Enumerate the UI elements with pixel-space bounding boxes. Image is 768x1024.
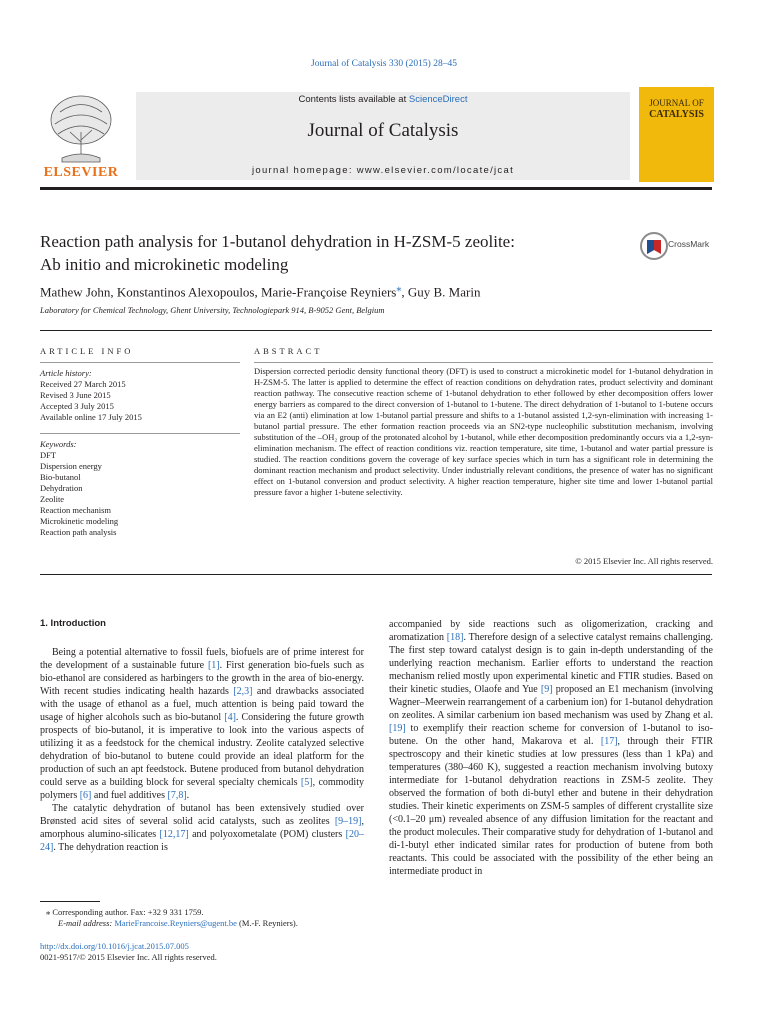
author-list	[40, 283, 480, 300]
body-text: , commodity polymers	[40, 777, 364, 801]
citation-link[interactable]: [4]	[224, 712, 236, 723]
citation-link[interactable]: [9]	[540, 684, 553, 695]
body-text: and fuel additives	[91, 790, 168, 801]
citation-link[interactable]: [19]	[389, 723, 406, 734]
footnotes	[40, 907, 380, 929]
title-line-2: Ab initio and microkinetic modeling	[40, 255, 289, 274]
citation-link[interactable]: [20–24]	[40, 829, 364, 853]
citation-link[interactable]: [6]	[79, 790, 92, 801]
intro-left-column	[40, 646, 364, 854]
body-text: . The dehydration reaction is	[53, 842, 168, 853]
info-rule	[40, 362, 240, 363]
email-label: E-mail address:	[58, 918, 115, 928]
authors-last: , Guy B. Marin	[401, 284, 481, 300]
journal-citation-link[interactable]: Journal of Catalysis 330 (2015) 28–45	[311, 59, 457, 69]
citation-link[interactable]: [1]	[207, 660, 220, 671]
keyword: DFT	[40, 450, 57, 460]
crossmark-label[interactable]: CrossMark	[668, 239, 710, 249]
citation-link[interactable]: [2,3]	[233, 686, 253, 697]
body-text: .	[186, 790, 190, 801]
email-note	[40, 918, 380, 929]
affiliation: Laboratory for Chemical Technology, Ghent University, Technologiepark 914, B-9052 Gent, Belgium	[40, 305, 385, 315]
history-item: Accepted 3 July 2015	[40, 401, 114, 411]
doi-block	[40, 941, 380, 963]
title-line-1: Reaction path analysis for 1-butanol dehydration in H-ZSM-5 zeolite:	[40, 232, 515, 251]
citation-link[interactable]: [12,17]	[159, 829, 189, 840]
sciencedirect-link[interactable]: ScienceDirect	[408, 94, 468, 105]
email-link[interactable]: MarieFrancoise.Reyniers@ugent.be	[114, 918, 237, 928]
cover-title	[639, 98, 714, 120]
intro-paragraph-3	[389, 618, 713, 878]
journal-name: Journal of Catalysis	[307, 120, 459, 141]
footnote-rule	[40, 901, 100, 902]
corresponding-author-note: ⁎ Corresponding author. Fax: +32 9 331 1759.	[46, 907, 204, 917]
corresponding-author-link[interactable]: ⁎	[396, 283, 402, 294]
title-rule	[40, 330, 712, 331]
keyword: Zeolite	[40, 494, 65, 504]
abstract-copyright: © 2015 Elsevier Inc. All rights reserved.	[575, 556, 713, 566]
history-item: Received 27 March 2015	[40, 379, 126, 389]
keyword: Reaction mechanism	[40, 505, 112, 515]
cover-line1: JOURNAL OF	[649, 98, 704, 108]
abstract-rule	[254, 362, 713, 363]
keyword: Dehydration	[40, 483, 83, 493]
introduction-heading: 1. Introduction	[40, 618, 106, 629]
keyword: Dispersion energy	[40, 461, 102, 471]
elsevier-wordmark[interactable]: ELSEVIER	[43, 165, 119, 180]
doi-link[interactable]: http://dx.doi.org/10.1016/j.jcat.2015.07.005	[40, 941, 189, 951]
citation-link[interactable]: [18]	[446, 632, 464, 643]
history-item: Revised 3 June 2015	[40, 390, 111, 400]
body-text: The catalytic dehydration of butanol has been extensively studied over Brønsted acid sites of several solid acid catalysts, such as zeolites	[40, 803, 364, 827]
citation-link[interactable]: [17]	[600, 736, 618, 747]
abstract-text: Dispersion corrected periodic density functional theory (DFT) is used to construct a microkinetic model for 1-butanol dehydration in H-ZSM-5. The latter is applied to determine the effect of reaction conditions on dehydration rates, product selectivity and dominant reaction pathway. The consecutive reaction scheme of 1-butanol dehydration to ether followed by ether decomposition offers lower energy barriers as compared to the direct conversion of 1-butanol to 1-butene. The direct dehydration of 1-butanol to 1-butene occurs via an E2 (anti) elimination at low 1-butanol partial pressure and shifts to a 1-butanol assisted 1,2-syn-elimination with increasing 1-butanol partial pressure. The ether formation reaction proceeds via an SN2-type nucleophilic substitution mechanism, involving substitution of the –OH₂ group of the protonated alcohol by 1-butanol, while ether decomposition predominantly occurs via a 1,2-syn-elimination mechanism. The effect of reaction conditions viz. reaction temperature, site time, 1-butanol and water partial pressure is studied. The reaction conditions govern the coverage of key surface species which in turn has a significant role in determining the dominant reaction mechanism and product selectivity. Under industrially relevant conditions, the presence of water has no significant effect on 1-butanol conversion and product selectivity. A higher reaction temperature, higher site time and lower 1-butanol partial pressure favor a higher 1-butene selectivity.	[254, 366, 713, 497]
intro-right-column	[389, 618, 713, 878]
body-text: . Therefore design of a selective catalyst remains challenging. The first step toward catalyst design is to gain in-depth understanding of the underlying reaction mechanism. Earlier efforts to understand the reaction mechanism relied mostly upon experimental kinetic and FTIR studies. Based on their kinetic studies, Olaofe and Yue	[389, 632, 713, 695]
keyword: Microkinetic modeling	[40, 516, 119, 526]
body-text: accompanied by side reactions such as oligomerization, cracking and aromatization	[389, 619, 713, 643]
keywords-rule	[40, 433, 240, 434]
authors-main: Mathew John, Konstantinos Alexopoulos, Marie-Françoise Reyniers	[40, 284, 397, 300]
body-text: , through their FTIR spectroscopy and their kinetic studies at low pressures (less than 1 kPa) and temperatures (380–460 K), suggested a reaction mechanism involving butoxy intermediate for 1-butanol dehydration reactions in ZSM-5 zeolite. They observed the formation of both di-butyl ether and butene in their dehydration studies. Their kinetic experiments on ZSM-5 samples of different crystallite size (<0.1–20 μm) revealed absence of any diffusion limitation for the reactant and the product molecules. Their comparative study for dehydration of 1-butanol and di-1-butyl ether indicated similar rates for production of butene from both reactants. This could be associated with the possibility of the ether being an intermediate product in	[389, 736, 713, 877]
article-info-heading: ARTICLE INFO	[40, 346, 134, 356]
journal-homepage[interactable]: journal homepage: www.elsevier.com/locate/jcat	[251, 165, 515, 176]
email-suffix: (M.-F. Reyniers).	[236, 918, 298, 928]
issn-line: 0021-9517/© 2015 Elsevier Inc. All rights reserved.	[40, 952, 217, 962]
contents-line	[136, 94, 630, 105]
body-text: . Considering the future growth prospects of bio-butanol, it is imperative to look into the various aspects of utilizing it as a feedstock for the chemical industry. Zeolite catalyzed selective dehydration of bio-butanol to butene could provide an ideal platform for the production of such an apt feedstock. Butene produced from butanol dehydration could serve as a building block for several specialty chemicals	[40, 712, 365, 788]
masthead-rule	[40, 187, 712, 190]
abstract-bottom-rule	[40, 574, 712, 575]
body-text: and drawbacks associated with the usage of ethanol as a fuel, much attention is being paid toward the usage of higher alcohols such as bio-butanol	[40, 686, 364, 723]
paper-title	[40, 230, 630, 276]
body-text: to exemplify their reaction scheme for conversion of 1-butanol to iso-butene. On the other hand, Makarova et al.	[389, 723, 713, 747]
crossmark-icon[interactable]	[639, 231, 669, 261]
article-history	[40, 368, 240, 423]
abstract-heading: ABSTRACT	[254, 346, 323, 356]
keywords-label: Keywords:	[40, 439, 77, 449]
body-text: proposed an E1 mechanism (involving Wagner–Meerwein rearrangement of a carbenium ion) for 1-butanol dehydration on zeolites. A similar carbenium ion based mechanism was used by Zhang et al.	[389, 684, 713, 721]
citation-link[interactable]: [9–19]	[334, 816, 362, 827]
body-text: . First generation bio-fuels such as bio-ethanol are considered as harbingers to the growth in the area of bio-energy. With recent studies indicating health hazards	[40, 660, 365, 697]
history-label: Article history:	[40, 368, 92, 378]
intro-paragraph-2	[40, 802, 364, 854]
history-item: Available online 17 July 2015	[40, 412, 142, 422]
citation-link[interactable]: [7,8]	[167, 790, 187, 801]
body-text: , amorphous alumino-silicates	[40, 816, 364, 840]
keyword: Reaction path analysis	[40, 527, 117, 537]
citation-link[interactable]: [5]	[300, 777, 313, 788]
body-text: Being a potential alternative to fossil fuels, biofuels are of prime interest for the development of a sustainable future	[40, 647, 364, 671]
keywords-list	[40, 439, 240, 538]
intro-paragraph-1	[40, 646, 364, 802]
cover-line2: CATALYSIS	[649, 109, 704, 120]
body-text: and polyoxometalate (POM) clusters	[188, 829, 346, 840]
contents-prefix: Contents lists available at	[298, 94, 409, 105]
keyword: Bio-butanol	[40, 472, 81, 482]
